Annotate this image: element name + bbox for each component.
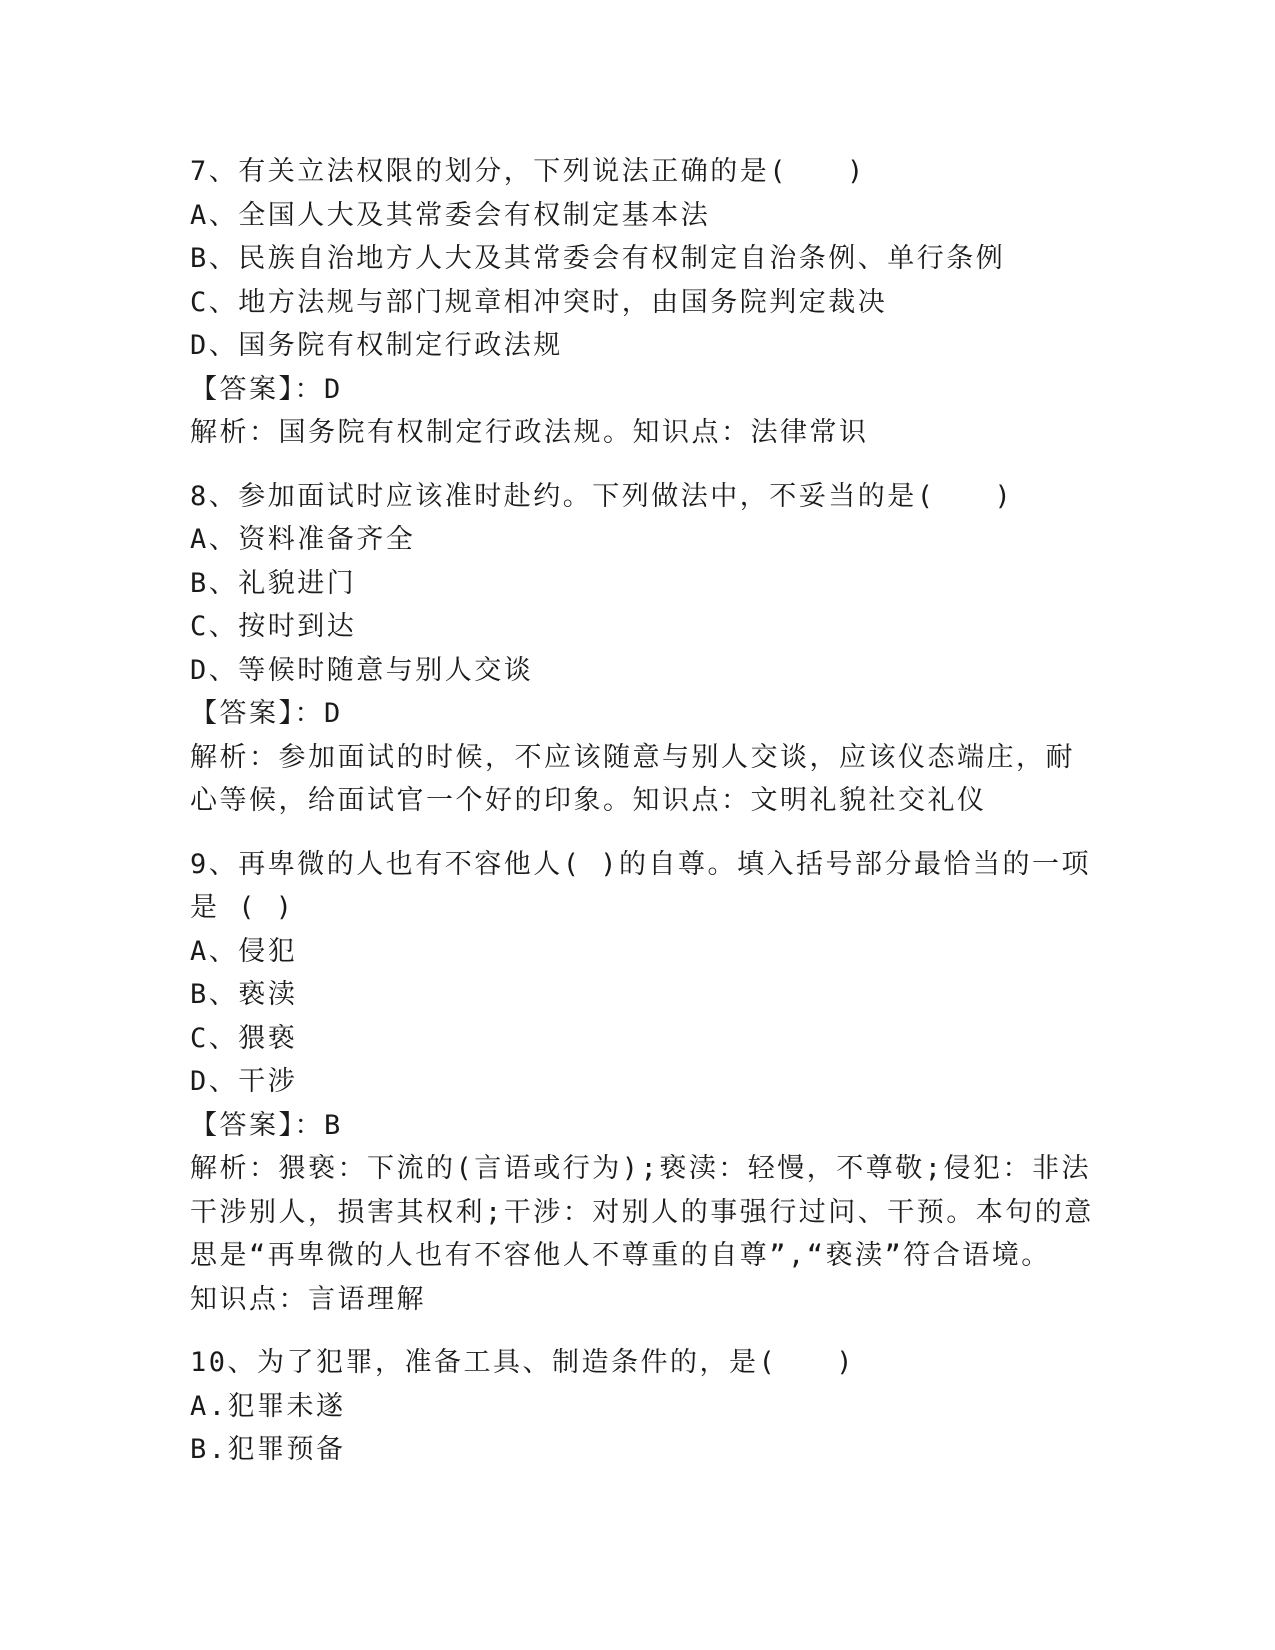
option-b: B、礼貌进门	[190, 567, 357, 599]
option-a: A、侵犯	[190, 935, 298, 967]
analysis-line-1: 解析：猥亵：下流的(言语或行为);亵渎：轻慢，不尊敬;侵犯：非法	[190, 1153, 1092, 1184]
option-b: B、亵渎	[190, 979, 298, 1010]
question-stem: 7、有关立法权限的划分，下列说法正确的是( )	[190, 156, 866, 187]
analysis-line-1: 解析：参加面试的时候，不应该随意与别人交谈，应该仪态端庄，耐	[190, 741, 1075, 773]
question-stem: 10、为了犯罪，准备工具、制造条件的，是( )	[190, 1347, 856, 1378]
option-a: A、全国人大及其常委会有权制定基本法	[190, 199, 711, 231]
question-8	[190, 475, 1075, 823]
answer: 【答案】：B	[190, 1109, 343, 1141]
option-d: D、等候时随意与别人交谈	[190, 654, 534, 686]
option-a: A、资料准备齐全	[190, 524, 416, 555]
question-stem-line-2: 是 ( )	[190, 892, 295, 923]
option-c: C、地方法规与部门规章相冲突时，由国务院判定裁决	[190, 286, 888, 318]
question-stem: 8、参加面试时应该准时赴约。下列做法中，不妥当的是( )	[190, 480, 1014, 512]
analysis-line-4: 知识点：言语理解	[190, 1283, 426, 1315]
option-c: C、猥亵	[190, 1022, 298, 1054]
option-d: D、国务院有权制定行政法规	[190, 330, 563, 361]
option-d: D、干涉	[190, 1066, 298, 1097]
answer: 【答案】：D	[190, 698, 343, 729]
option-a: A.犯罪未遂	[190, 1390, 346, 1422]
option-c: C、按时到达	[190, 611, 357, 642]
question-stem-line-1: 9、再卑微的人也有不容他人( )的自尊。填入括号部分最恰当的一项	[190, 848, 1092, 880]
option-b: B.犯罪预备	[190, 1434, 346, 1465]
analysis-line-3: 思是“再卑微的人也有不容他人不尊重的自尊”,“亵渎”符合语境。	[190, 1240, 1051, 1271]
answer: 【答案】：D	[190, 373, 343, 405]
analysis: 解析：国务院有权制定行政法规。知识点：法律常识	[190, 417, 869, 448]
question-7	[190, 150, 1035, 455]
option-b: B、民族自治地方人大及其常委会有权制定自治条例、单行条例	[190, 243, 1006, 274]
analysis-line-2: 心等候，给面试官一个好的印象。知识点：文明礼貌社交礼仪	[190, 785, 987, 816]
question-10	[190, 1341, 1035, 1472]
question-9	[190, 843, 1094, 1322]
analysis-line-2: 干涉别人，损害其权利;干涉：对别人的事强行过问、干预。本句的意	[190, 1196, 1094, 1228]
